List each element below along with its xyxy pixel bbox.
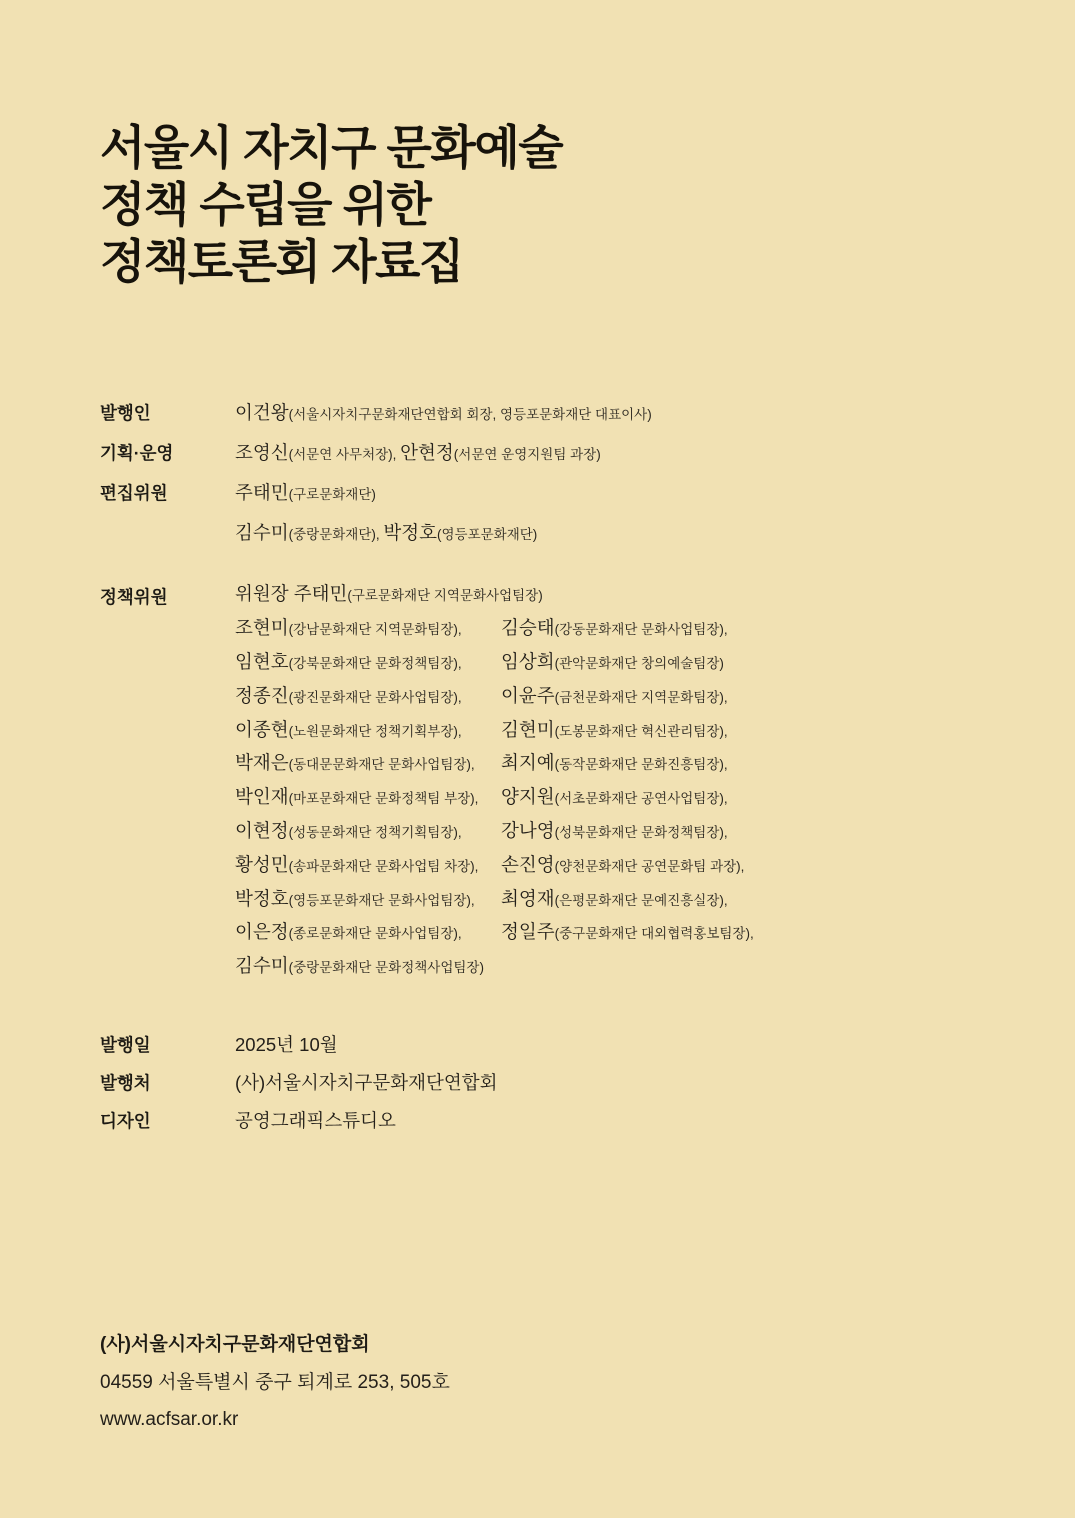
person-entry xyxy=(235,442,401,464)
policy-member-right xyxy=(501,849,1005,883)
policy-member-left xyxy=(235,950,501,984)
footer-address: 04559 서울특별시 중구 퇴계로 253, 505호 xyxy=(100,1371,450,1393)
person-role: (강북문화재단 문화정책팀장), xyxy=(288,656,462,672)
policy-member-row xyxy=(235,714,1005,748)
policy-member-row xyxy=(235,950,1005,984)
policy-label: 정책위원 xyxy=(100,587,168,608)
person-role: (관악문화재단 창의예술팀장) xyxy=(554,656,724,672)
policy-member-right xyxy=(501,747,1005,781)
policy-member-right xyxy=(501,612,1005,646)
person-role: (양천문화재단 공연문화팀 과장), xyxy=(554,858,745,874)
credit-label: 편집위원 xyxy=(100,483,168,504)
policy-member-right xyxy=(501,646,1005,680)
policy-member-left xyxy=(235,714,501,748)
person-entry xyxy=(400,442,601,464)
policy-member-row xyxy=(235,781,1005,815)
publication-value: 2025년 10월 xyxy=(235,1034,338,1056)
person-name: 이은정 xyxy=(235,921,289,943)
publication-label: 발행일 xyxy=(100,1035,151,1056)
person-entry xyxy=(235,718,462,740)
footer xyxy=(100,1326,450,1439)
title-line-3: 정책토론회 자료집 xyxy=(100,235,463,289)
person-name: 이종현 xyxy=(235,718,289,740)
person-entry xyxy=(235,921,462,943)
person-role: (성동문화재단 정책기획팀장), xyxy=(288,825,462,841)
policy-chair-line xyxy=(235,578,1005,612)
person-name: 주태민 xyxy=(235,482,289,504)
person-entry xyxy=(235,482,376,504)
person-entry xyxy=(235,820,462,842)
person-entry xyxy=(501,617,728,639)
person-entry xyxy=(501,684,728,706)
person-name: 이윤주 xyxy=(501,684,555,706)
publication-row xyxy=(100,1026,1005,1064)
policy-row-wrapper xyxy=(100,578,1005,984)
policy-member-row xyxy=(235,883,1005,917)
person-name: 조현미 xyxy=(235,617,289,639)
person-name: 김수미 xyxy=(235,955,289,977)
person-name: 최지예 xyxy=(501,752,555,774)
credit-line xyxy=(235,434,1005,474)
policy-member-left xyxy=(235,849,501,883)
policy-member-row xyxy=(235,612,1005,646)
person-role: (금천문화재단 지역문화팀장), xyxy=(554,689,728,705)
publication-label: 발행처 xyxy=(100,1073,151,1094)
credit-row xyxy=(100,394,1005,434)
policy-member-right xyxy=(501,680,1005,714)
policy-member-right xyxy=(501,883,1005,917)
publication-row xyxy=(100,1102,1005,1140)
person-role: (영등포문화재단 문화사업팀장), xyxy=(288,892,475,908)
credit-values xyxy=(235,474,1005,554)
policy-member-row xyxy=(235,646,1005,680)
policy-member-row xyxy=(235,815,1005,849)
person-entry xyxy=(501,718,728,740)
credit-row xyxy=(100,474,1005,554)
person-role: (성북문화재단 문화정책팀장), xyxy=(554,825,728,841)
person-name: 임현호 xyxy=(235,651,289,673)
person-entry xyxy=(235,887,475,909)
policy-member-left xyxy=(235,747,501,781)
person-entry xyxy=(501,921,754,943)
person-entry xyxy=(235,651,462,673)
person-entry xyxy=(235,522,384,544)
person-entry xyxy=(501,786,728,808)
person-role: (종로문화재단 문화사업팀장), xyxy=(288,926,462,942)
policy-member-left xyxy=(235,646,501,680)
footer-website-url: www.acfsar.or.kr xyxy=(100,1409,239,1430)
person-role: (중구문화재단 대외협력홍보팀장), xyxy=(554,926,754,942)
publication-info-section xyxy=(100,1026,1005,1140)
person-entry xyxy=(501,820,728,842)
person-role: (노원문화재단 정책기획부장), xyxy=(288,723,462,739)
person-name: 임상희 xyxy=(501,651,555,673)
person-name: 강나영 xyxy=(501,820,555,842)
person-name: 박정호 xyxy=(235,887,289,909)
person-name: 김승태 xyxy=(501,617,555,639)
publication-value: (사)서울시자치구문화재단연합회 xyxy=(235,1072,498,1094)
publication-row xyxy=(100,1064,1005,1102)
person-role: (영등포문화재단) xyxy=(437,527,538,543)
person-role: (구로문화재단) xyxy=(288,487,376,503)
page-title xyxy=(100,31,1005,290)
person-role: (마포문화재단 문화정책팀 부장), xyxy=(288,791,479,807)
person-role: (서초문화재단 공연사업팀장), xyxy=(554,791,728,807)
person-name: 박인재 xyxy=(235,786,289,808)
person-role: (강남문화재단 지역문화팀장), xyxy=(288,622,462,638)
person-entry xyxy=(235,752,475,774)
person-entry xyxy=(501,887,728,909)
credit-values xyxy=(235,434,1005,474)
person-name: 황성민 xyxy=(235,853,289,875)
policy-member-right xyxy=(501,714,1005,748)
person-role: (서울시자치구문화재단연합회 회장, 영등포문화재단 대표이사) xyxy=(288,407,652,423)
person-name: 안현정 xyxy=(400,442,454,464)
person-name: 정일주 xyxy=(501,921,555,943)
person-role: (중랑문화재단 문화정책사업팀장) xyxy=(288,960,484,976)
title-line-2: 정책 수립을 위한 xyxy=(100,178,431,232)
person-role: (중랑문화재단), xyxy=(288,527,384,543)
policy-member-row xyxy=(235,747,1005,781)
person-role: (도봉문화재단 혁신관리팀장), xyxy=(554,723,728,739)
person-name: 이현정 xyxy=(235,820,289,842)
person-entry xyxy=(501,752,728,774)
policy-member-row xyxy=(235,680,1005,714)
person-name: 김현미 xyxy=(501,718,555,740)
person-entry xyxy=(501,853,745,875)
credit-row xyxy=(100,434,1005,474)
title-line-1: 서울시 자치구 문화예술 xyxy=(100,121,563,175)
policy-member-left xyxy=(235,883,501,917)
footer-organization: (사)서울시자치구문화재단연합회 xyxy=(100,1334,370,1355)
policy-member-right xyxy=(501,781,1005,815)
person-entry xyxy=(235,684,462,706)
person-entry xyxy=(501,651,724,673)
person-role: (서문연 운영지원팀 과장) xyxy=(453,447,601,463)
person-name: 위원장 주태민 xyxy=(235,583,348,605)
person-entry xyxy=(235,853,479,875)
person-role: (구로문화재단 지역문화사업팀장) xyxy=(347,588,543,604)
policy-values xyxy=(235,578,1005,984)
publication-value: 공영그래픽스튜디오 xyxy=(235,1110,396,1132)
person-name: 양지원 xyxy=(501,786,555,808)
policy-member-row xyxy=(235,916,1005,950)
publication-label: 디자인 xyxy=(100,1111,151,1132)
person-name: 손진영 xyxy=(501,853,555,875)
policy-member-left xyxy=(235,916,501,950)
person-role: (동작문화재단 문화진흥팀장), xyxy=(554,757,728,773)
person-name: 이건왕 xyxy=(235,402,289,424)
credits-section xyxy=(100,394,1005,554)
person-name: 박재은 xyxy=(235,752,289,774)
person-name: 조영신 xyxy=(235,442,289,464)
person-name: 박정호 xyxy=(383,522,437,544)
person-entry xyxy=(235,786,479,808)
credit-line xyxy=(235,474,1005,514)
person-name: 최영재 xyxy=(501,887,555,909)
person-name: 정종진 xyxy=(235,684,289,706)
person-entry xyxy=(235,402,652,424)
page-content xyxy=(0,31,1075,1140)
policy-committee-section xyxy=(100,578,1005,984)
person-role: (은평문화재단 문예진흥실장), xyxy=(554,892,728,908)
credit-line xyxy=(235,514,1005,554)
person-entry xyxy=(383,522,538,544)
person-entry xyxy=(235,955,484,977)
person-role: (서문연 사무처장), xyxy=(288,447,401,463)
person-entry xyxy=(235,583,543,605)
person-role: (광진문화재단 문화사업팀장), xyxy=(288,689,462,705)
policy-member-left xyxy=(235,680,501,714)
person-entry xyxy=(235,617,462,639)
person-name: 김수미 xyxy=(235,522,289,544)
policy-member-left xyxy=(235,781,501,815)
policy-member-right xyxy=(501,815,1005,849)
credit-line xyxy=(235,394,1005,434)
policy-member-right xyxy=(501,916,1005,950)
policy-member-left xyxy=(235,815,501,849)
credit-label: 기획·운영 xyxy=(100,443,174,464)
person-role: (송파문화재단 문화사업팀 차장), xyxy=(288,858,479,874)
policy-member-left xyxy=(235,612,501,646)
person-role: (동대문문화재단 문화사업팀장), xyxy=(288,757,475,773)
credit-values xyxy=(235,394,1005,434)
policy-member-row xyxy=(235,849,1005,883)
person-role: (강동문화재단 문화사업팀장), xyxy=(554,622,728,638)
credit-label: 발행인 xyxy=(100,403,151,424)
